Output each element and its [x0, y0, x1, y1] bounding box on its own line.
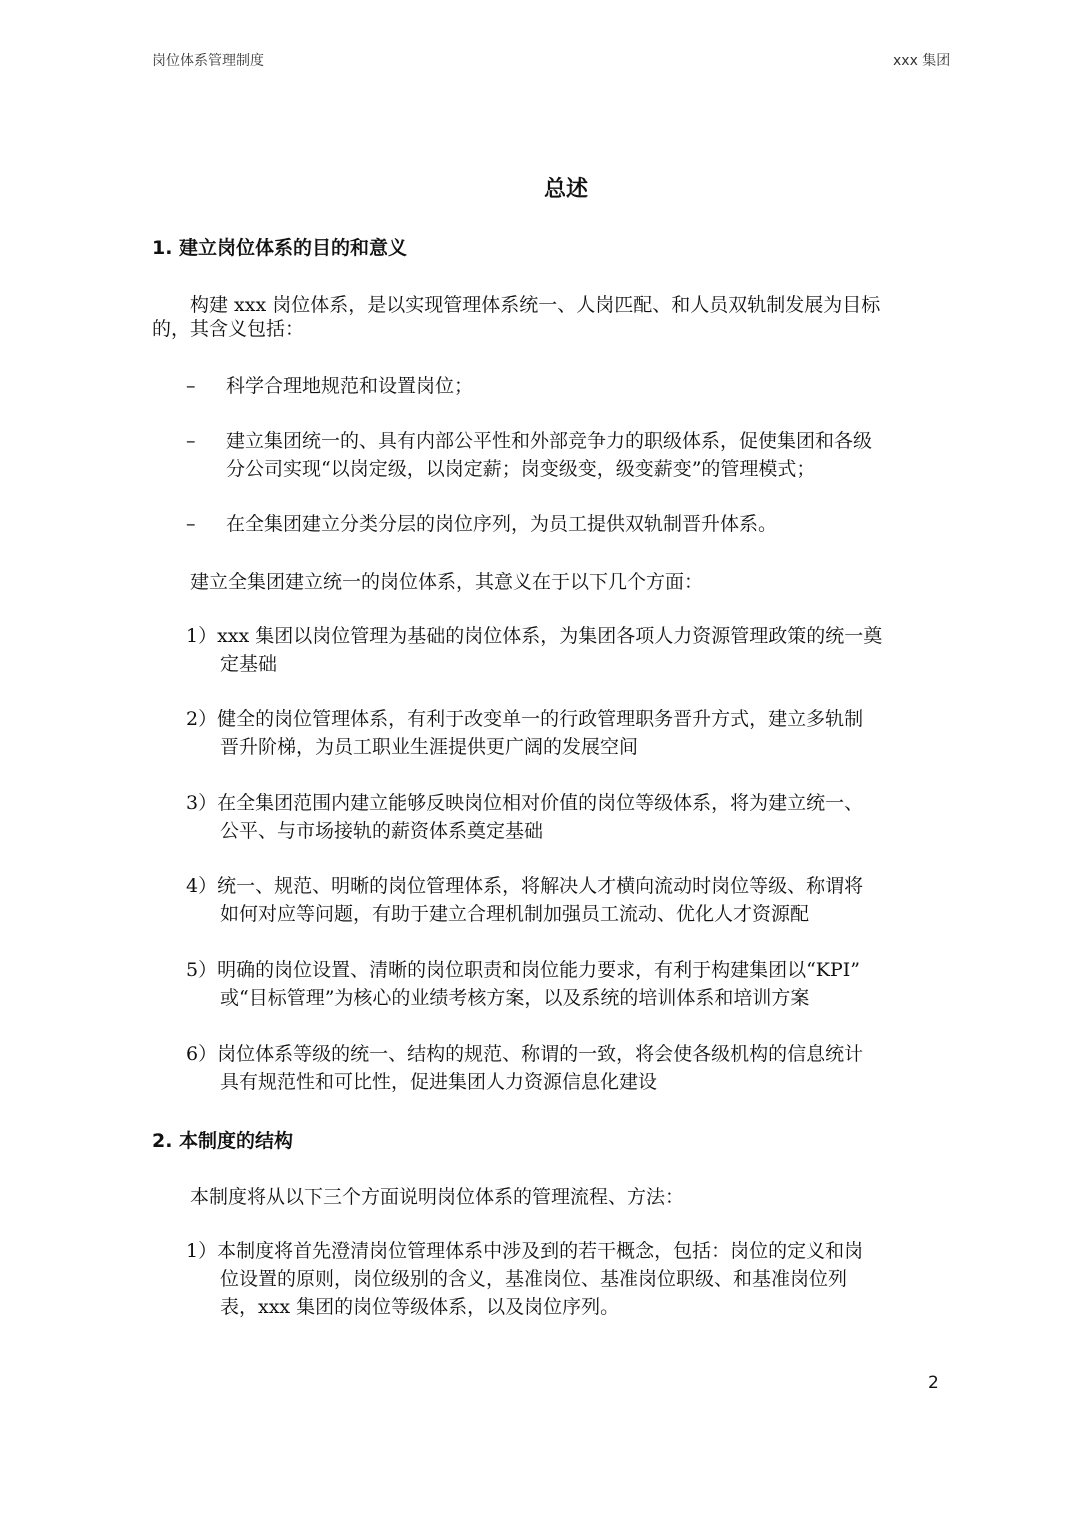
bullet-dash: –: [186, 375, 196, 397]
significance-intro: 建立全集团建立统一的岗位体系，其意义在于以下几个方面：: [190, 571, 704, 593]
intro-line-2-text: 的，其含义包括：: [152, 318, 305, 340]
bullet-3-text: 在全集团建立分类分层的岗位序列，为员工提供双轨制晋升体系。: [226, 513, 778, 535]
page-title: 总述: [543, 177, 588, 202]
item-2-line-2: 晋升阶梯，为员工职业生涯提供更广阔的发展空间: [220, 736, 639, 758]
item-5-line-2: 或“目标管理”为核心的业绩考核方案，以及系统的培训体系和培训方案: [220, 987, 810, 1009]
section-1-intro-line-2: [152, 314, 982, 344]
page-number: 2: [928, 1373, 939, 1393]
s2-item-1-line-2: 位设置的原则，岗位级别的含义，基准岗位、基准岗位职级、和基准岗位列: [220, 1268, 848, 1290]
header-doc-title: 岗位体系管理制度: [152, 53, 264, 69]
bullet-dash: –: [186, 430, 196, 452]
bullet-2-line-1: 建立集团统一的、具有内部公平性和外部竞争力的职级体系，促使集团和各级: [226, 430, 873, 452]
section-2-intro: 本制度将从以下三个方面说明岗位体系的管理流程、方法：: [190, 1186, 685, 1208]
section-1-intro-line-1: 构建 xxx 岗位体系，是以实现管理体系统一、人岗匹配、和人员双轨制发展为目标: [190, 294, 881, 316]
s2-item-1-line-1: 1）本制度将首先澄清岗位管理体系中涉及到的若干概念，包括：岗位的定义和岗: [186, 1240, 864, 1262]
bullet-dash: –: [186, 513, 196, 535]
item-2-line-1: 2）健全的岗位管理体系，有利于改变单一的行政管理职务晋升方式，建立多轨制: [186, 708, 864, 730]
item-4-line-1: 4）统一、规范、明晰的岗位管理体系，将解决人才横向流动时岗位等级、称谓将: [186, 875, 864, 897]
item-5-line-1: 5）明确的岗位设置、清晰的岗位职责和岗位能力要求，有利于构建集团以“KPI”: [186, 959, 861, 981]
item-6-line-2: 具有规范性和可比性，促进集团人力资源信息化建设: [220, 1071, 658, 1093]
item-3-line-1: 3）在全集团范围内建立能够反映岗位相对价值的岗位等级体系，将为建立统一、: [186, 792, 864, 814]
item-1-line-1: 1）xxx 集团以岗位管理为基础的岗位体系，为集团各项人力资源管理政策的统一奠: [186, 625, 883, 647]
s2-item-1-line-3: 表，xxx 集团的岗位等级体系，以及岗位序列。: [220, 1296, 620, 1318]
section-1-heading: 1. 建立岗位体系的目的和意义: [152, 237, 408, 259]
item-3-line-2: 公平、与市场接轨的薪资体系奠定基础: [220, 820, 544, 842]
header-company: xxx 集团: [893, 53, 951, 69]
item-6-line-1: 6）岗位体系等级的统一、结构的规范、称谓的一致，将会使各级机构的信息统计: [186, 1043, 864, 1065]
bullet-1-text: 科学合理地规范和设置岗位；: [226, 375, 474, 397]
item-1-line-2: 定基础: [220, 653, 278, 675]
section-2-heading: 2. 本制度的结构: [152, 1130, 294, 1152]
bullet-2-line-2: 分公司实现“以岗定级，以岗定薪；岗变级变，级变薪变”的管理模式；: [226, 458, 816, 480]
item-4-line-2: 如何对应等问题，有助于建立合理机制加强员工流动、优化人才资源配: [220, 903, 810, 925]
